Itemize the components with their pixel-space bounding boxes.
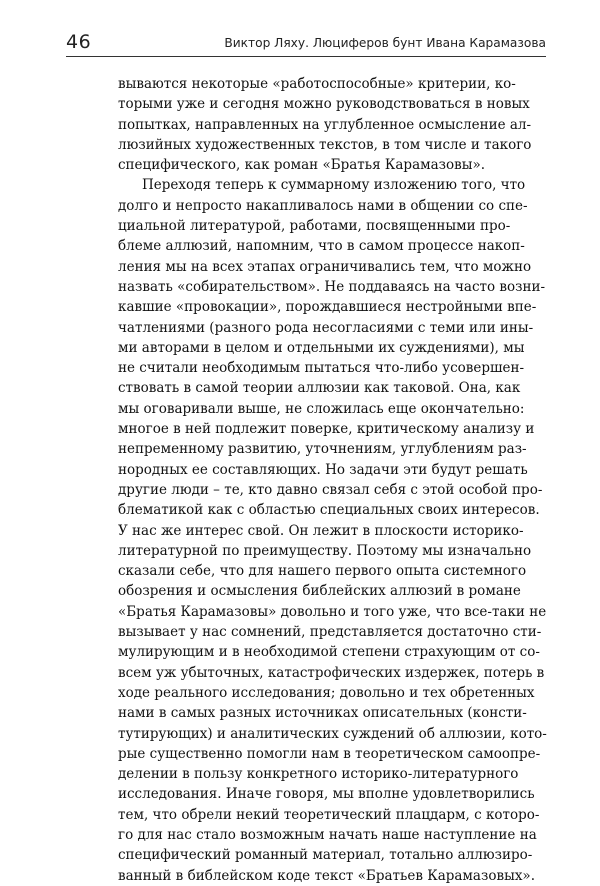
body-text — [118, 74, 547, 886]
text-line: литературной по преимуществу. Поэтому мы изначально — [118, 542, 532, 559]
text-line: го для нас стало возможным начать наше наступление на — [118, 826, 537, 843]
page-number: 46 — [66, 31, 92, 53]
text-line: ходе реального исследования; довольно и тех обретенных — [118, 684, 535, 701]
text-line: Переходя теперь к суммарному изложению того, что — [142, 177, 526, 194]
text-line: специфического, как роман «Братья Карамазовы». — [118, 157, 486, 174]
text-line: непременному развитию, уточнениям, углублениям раз- — [118, 441, 527, 458]
text-line: нами в самых разных источниках описательных (консти- — [118, 705, 527, 722]
text-line: мы оговаривали выше, не сложилась еще окончательно: — [118, 400, 525, 417]
text-line: блематикой как с областью специальных своих интересов. — [118, 502, 540, 519]
text-line: попытках, направленных на углубленное осмысление ал- — [118, 116, 532, 133]
text-line: ванный в библейском коде текст «Братьев Карамазовых». — [118, 867, 535, 884]
text-line: вываются некоторые «работоспособные» критерии, ко- — [118, 76, 516, 92]
text-line: ми авторами в целом и отдельными их суждениями), мы — [118, 339, 525, 356]
text-line: торыми уже и сегодня можно руководствоваться в новых — [118, 96, 530, 113]
text-line: вызывает у нас сомнений, представляется достаточно сти- — [118, 624, 542, 641]
text-line: всем уж убыточных, катастрофических издержек, потерь в — [118, 664, 545, 681]
text-line: люзийных художественных текстов, в том числе и такого — [118, 136, 532, 153]
text-line: другие люди – те, кто давно связал себя с этой особой про- — [118, 481, 543, 498]
text-line: блеме аллюзий, напомним, что в самом процессе накоп- — [118, 238, 525, 255]
text-line: «Братья Карамазовы» довольно и того уже, что все-таки не — [118, 603, 547, 620]
text-line: У нас же интерес свой. Он лежит в плоскости историко- — [118, 522, 524, 539]
text-line: обозрения и осмысления библейских аллюзий в романе — [118, 583, 521, 600]
text-line: сказали себе, что для нашего первого опыта системного — [118, 563, 527, 580]
text-line: исследования. Иначе говоря, мы вполне удовлетворились — [118, 786, 535, 803]
text-line: рые существенно помогли нам в теоретическом самоопре- — [118, 745, 541, 762]
running-head — [66, 28, 546, 58]
text-line: нородных ее составляющих. Но задачи эти будут решать — [118, 461, 528, 478]
text-line: ления мы на всех этапах ограничивались тем, что можно — [118, 258, 532, 275]
text-line: делении в пользу конкретного историко-литературного — [118, 766, 519, 783]
text-line: чатлениями (разного рода несогласиями с теми или ины- — [118, 319, 534, 336]
text-line: не считали необходимым пытаться что-либо усовершен- — [118, 360, 525, 377]
text-line: специфический романный материал, тотально аллюзиро- — [118, 847, 533, 864]
text-line: тем, что обрели некий теоретический плацдарм, с которо- — [118, 806, 540, 823]
text-line: циальной литературой, работами, посвященными про- — [118, 218, 511, 235]
text-line: тутирующих) и аналитических суждений об аллюзии, кото- — [118, 725, 547, 742]
text-line: ствовать в самой теории аллюзии как таковой. Она, как — [118, 380, 521, 397]
text-line: долго и непросто накапливалось нами в общении со спе- — [118, 197, 528, 214]
running-title: Виктор Ляху. Люциферов бунт Ивана Карамазова — [224, 36, 546, 50]
text-line: многое в ней подлежит поверке, критическому анализу и — [118, 421, 535, 438]
text-line: мулирующим и в необходимой степени страхующим от со- — [118, 644, 540, 661]
text-line: назвать «собирательством». Не поддаваясь на часто возни- — [118, 278, 546, 295]
header-rule — [66, 56, 546, 57]
text-line: кавшие «провокации», порождавшиеся нестройными впе- — [118, 299, 537, 316]
